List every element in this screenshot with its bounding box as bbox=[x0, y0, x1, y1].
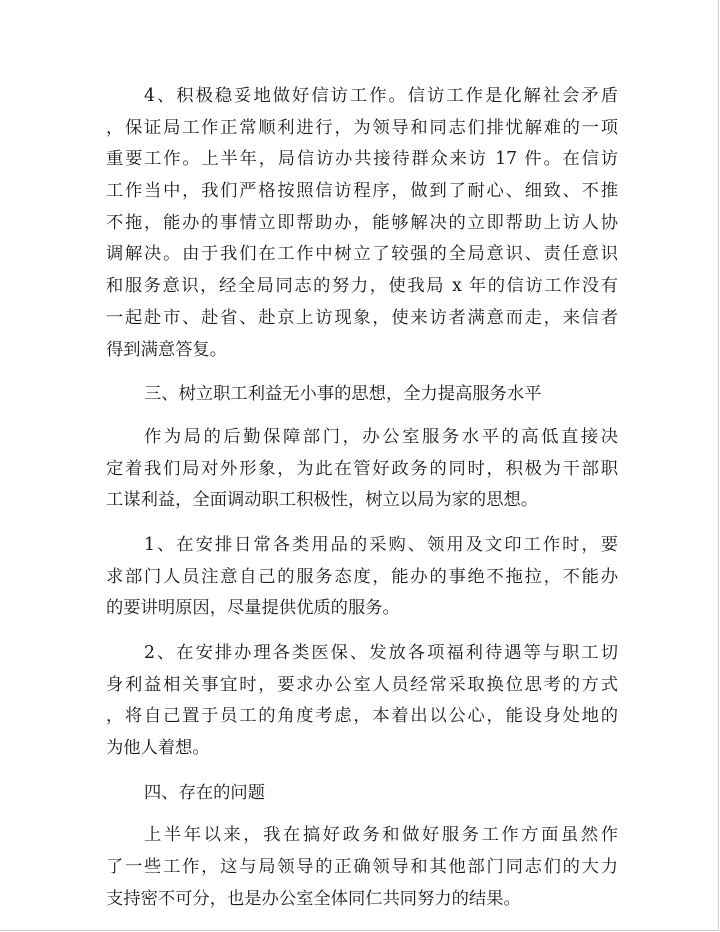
text-line: 4、积极稳妥地做好信访工作。信访工作是化解社会矛盾 bbox=[144, 86, 618, 106]
text-line: 的要讲明原因，尽量提供优质的服务。 bbox=[106, 598, 400, 619]
paragraph-item-two bbox=[106, 638, 618, 765]
text-line: 为他人着想。 bbox=[106, 738, 210, 759]
text-line: ，将自己置于员工的角度考虑，本着出以公心，能设身处地的 bbox=[106, 706, 618, 727]
text-line: 求部门人员注意自己的服务态度，能办的事绝不拖拉，不能办 bbox=[106, 566, 618, 587]
text-line: 工作当中，我们严格按照信访程序，做到了耐心、细致、不推 bbox=[106, 181, 618, 202]
text-line: 上半年以来，我在搞好政务和做好服务工作方面虽然作 bbox=[144, 825, 618, 846]
text-line: 工谋利益，全面调动职工积极性，树立以局为家的思想。 bbox=[106, 490, 539, 511]
text-line: 1、在安排日常各类用品的采购、领用及文印工作时，要 bbox=[144, 534, 618, 555]
text-line: 支持密不可分，也是办公室全体同仁共同努力的结果。 bbox=[106, 888, 521, 909]
text-line: 作为局的后勤保障部门，办公室服务水平的高低直接决 bbox=[144, 426, 618, 447]
heading-text: 四、存在的问题 bbox=[144, 782, 265, 803]
document-body bbox=[106, 81, 618, 916]
paragraph-first-half-summary bbox=[106, 820, 618, 915]
heading-text: 三、树立职工利益无小事的思想，全力提高服务水平 bbox=[144, 384, 542, 405]
text-line: 调解决。由于我们在工作中树立了较强的全局意识、责任意识 bbox=[106, 244, 618, 265]
text-line: 和服务意识，经全局同志的努力，使我局 x 年的信访工作没有 bbox=[106, 276, 618, 297]
text-line: 一起赴市、赴省、赴京上访现象，使来访者满意而走，来信者 bbox=[106, 307, 618, 328]
section-heading-four bbox=[106, 778, 618, 810]
text-line: 定着我们局对外形象，为此在管好政务的同时，积极为干部职 bbox=[106, 458, 618, 479]
text-line: 不拖，能办的事情立即帮助办，能够解决的立即帮助上访人协 bbox=[106, 212, 618, 233]
paragraph-item-one bbox=[106, 530, 618, 625]
text-line: 重要工作。上半年，局信访办共接待群众来访 17 件。在信访 bbox=[106, 149, 618, 170]
section-heading-three bbox=[106, 379, 618, 411]
paragraph-logistics-intro bbox=[106, 422, 618, 517]
text-line: 2、在安排办理各类医保、发放各项福利待遇等与职工切 bbox=[144, 643, 618, 663]
text-line: 得到满意答复。 bbox=[106, 339, 227, 360]
text-line: 了一些工作，这与局领导的正确领导和其他部门同志们的大力 bbox=[106, 857, 618, 878]
text-line: 身利益相关事宜时，要求办公室人员经常采取换位思考的方式 bbox=[106, 674, 618, 695]
text-line: ，保证局工作正常顺利进行，为领导和同志们排忧解难的一项 bbox=[106, 117, 618, 138]
paragraph-petition-work bbox=[106, 81, 618, 366]
